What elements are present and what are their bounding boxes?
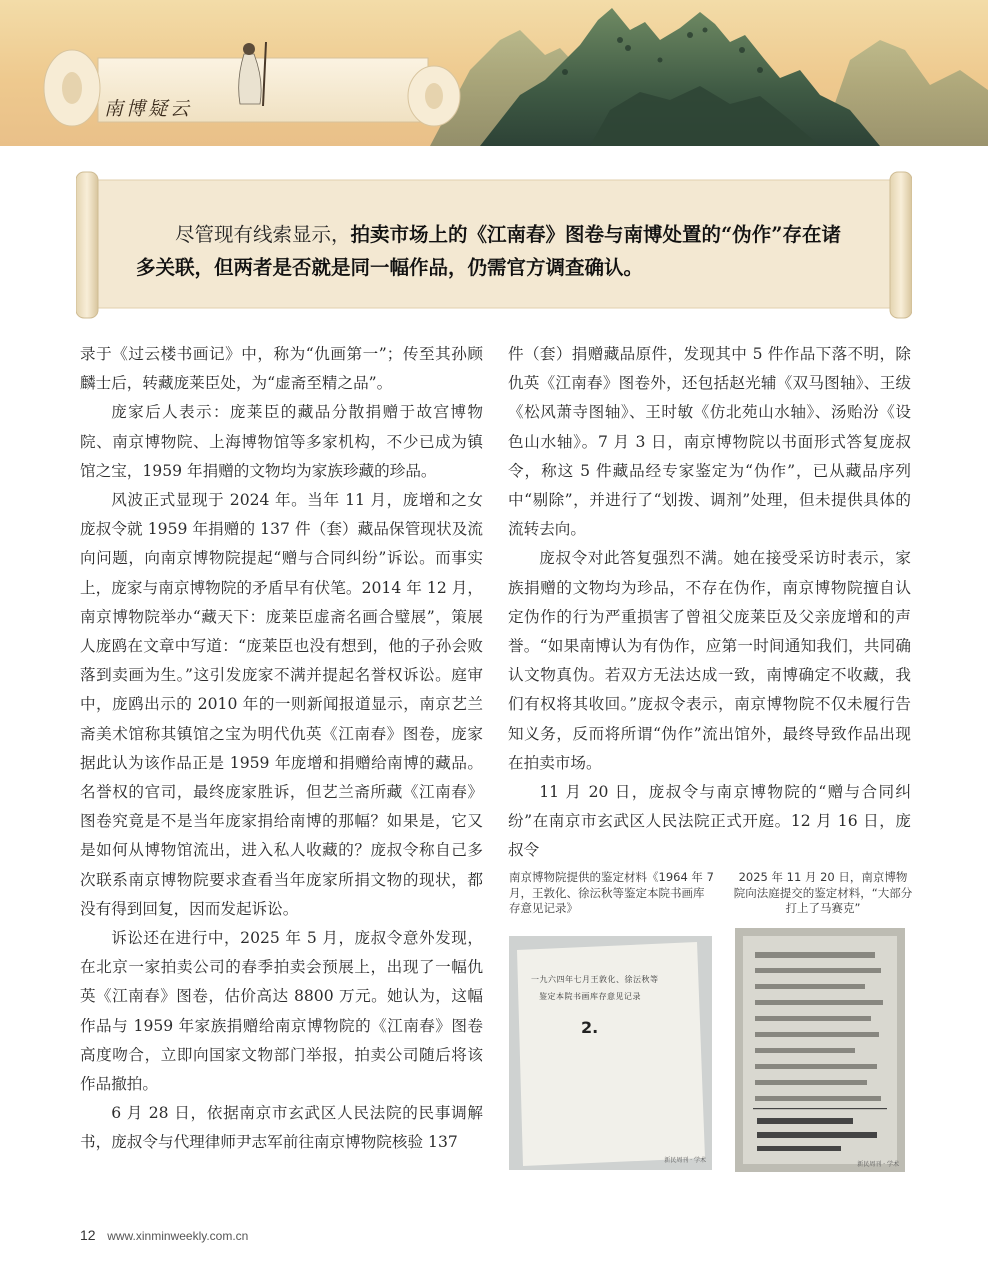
paragraph: 庞叔令对此答复强烈不满。她在接受采访时表示，家族捐赠的文物均为珍品，不存在伪作，南京博物院擅自认定伪作的行为严重损害了曾祖父庞莱臣及父亲庞增和的声誉。“如果南博认为有伪作，应第一时间通知我们，共同确认文物真伪。若双方无法达成一致，南博确定不收藏，我们有权将其收回。”庞叔令表示，南京博物院不仅未履行告知义务，反而将所谓“伪作”流出馆外，最终导致作品出现在拍卖市场。 xyxy=(508,549,911,772)
mosaic-document xyxy=(735,928,905,1172)
paragraph: 风波正式显现于 2024 年。当年 11 月，庞增和之女庞叔令就 1959 年捐赠的 137 件（套）藏品保管现状及流向问题，向南京博物院提起“赠与合同纠纷”诉讼。而事实上，庞家与南京博物院的矛盾早有伏笔。2014 年 12 月，南京博物院举办“藏天下：庞莱臣虚斋名画合璧展”，策展人庞鸥在文章中写道：“庞莱臣也没有想到，他的子孙会败落到卖画为生。”这引发庞家不满并提起名誉权诉讼。庭审中，庞鸥出示的 2010 年的一则新闻报道显示，南京艺兰斋美术馆称其镇馆之宝为明代仇英《江南春》图卷，庞家据此认为该作品正是 1959 年庞增和捐赠给南博的藏品。名誉权的官司，最终庞家胜诉，但艺兰斋所藏《江南春》图卷究竟是不是当年庞家捐给南博的那幅？如果是，它又是如何从博物馆流出，进入私人收藏的？庞叔令称自己多次联系南京博物院要求查看当年庞家所捐文物的现状，都没有得到回复，因而发起诉讼。 xyxy=(80,491,483,918)
pull-quote-text xyxy=(136,218,852,284)
photo-watermark: 新民周刊 · 学术 xyxy=(664,1157,706,1164)
pull-quote-lead: 尽管现有线索显示， xyxy=(175,223,351,246)
document-line-2: 鉴定本院书画库存意见记录 xyxy=(539,992,641,1001)
paragraph: 11 月 20 日，庞叔令与南京博物院的“赠与合同纠纷”在南京市玄武区人民法院正式开庭。12 月 16 日，庞叔令 xyxy=(508,783,911,860)
figure-caption-left: 南京博物院提供的鉴定材料《1964 年 7 月，王敦化、徐沄秋等鉴定本院书画库存意见记录》 xyxy=(509,870,714,915)
landscape-illustration xyxy=(0,0,988,146)
paragraph: 庞家后人表示：庞莱臣的藏品分散捐赠于故宫博物院、南京博物院、上海博物馆等多家机构，不少已成为镇馆之宝，1959 年捐赠的文物均为家族珍藏的珍品。 xyxy=(80,403,483,480)
footer-url[interactable]: www.xinminweekly.com.cn xyxy=(107,1229,249,1243)
paragraph: 件（套）捐赠藏品原件，发现其中 5 件作品下落不明，除仇英《江南春》图卷外，还包括赵光辅《双马图轴》、王绂《松风萧寺图轴》、王时敏《仿北苑山水轴》、汤贻汾《设色山水轴》。7 月 3 日，南京博物院以书面形式答复庞叔令，称这 5 件藏品经专家鉴定为“伪作”，已从藏品序列中“剔除”，并进行了“划拨、调剂”处理，但未提供具体的流转去向。 xyxy=(508,345,911,539)
paragraph: 诉讼还在进行中，2025 年 5 月，庞叔令意外发现，在北京一家拍卖公司的春季拍卖会预展上，出现了一幅仇英《江南春》图卷，估价高达 8800 万元。她认为，这幅作品与 1959 年家族捐赠给南京博物院的《江南春》图卷高度吻合，立即向国家文物部门举报，拍卖公司随后将该作品撤拍。 xyxy=(80,929,483,1094)
photo-watermark: 新民周刊 · 学术 xyxy=(857,1161,899,1168)
document-number: 2. xyxy=(581,1018,599,1037)
paragraph: 6 月 28 日，依据南京市玄武区人民法院的民事调解书，庞叔令与代理律师尹志军前往南京博物院核验 137 xyxy=(80,1104,483,1152)
document-paper xyxy=(509,936,712,1170)
figure-caption-right: 2025 年 11 月 20 日，南京博物院向法庭提交的鉴定材料，“大部分打上了马赛克” xyxy=(733,870,913,915)
pull-quote xyxy=(76,170,912,320)
body-column-left xyxy=(80,340,483,1158)
page-number: 12 xyxy=(80,1227,96,1243)
column-title: 南博疑云 xyxy=(104,98,193,120)
photo-appraisal-document-1964 xyxy=(509,936,712,1170)
body-column-right xyxy=(508,340,911,866)
pull-quote-bold: 拍卖市场上的《江南春》图卷与南博处置的“伪作”存在诸多关联，但两者是否就是同一幅作品，仍需官方调查确认。 xyxy=(136,223,841,279)
document-line-1: 一九六四年七月王敦化、徐沄秋等 xyxy=(531,975,659,984)
paragraph: 录于《过云楼书画记》中，称为“仇画第一”；传至其孙顾麟士后，转藏庞莱臣处，为“虚斋至精之品”。 xyxy=(80,345,483,393)
page-footer xyxy=(80,1227,248,1243)
photo-mosaic-document-2025 xyxy=(735,928,905,1172)
header-banner xyxy=(0,0,988,146)
